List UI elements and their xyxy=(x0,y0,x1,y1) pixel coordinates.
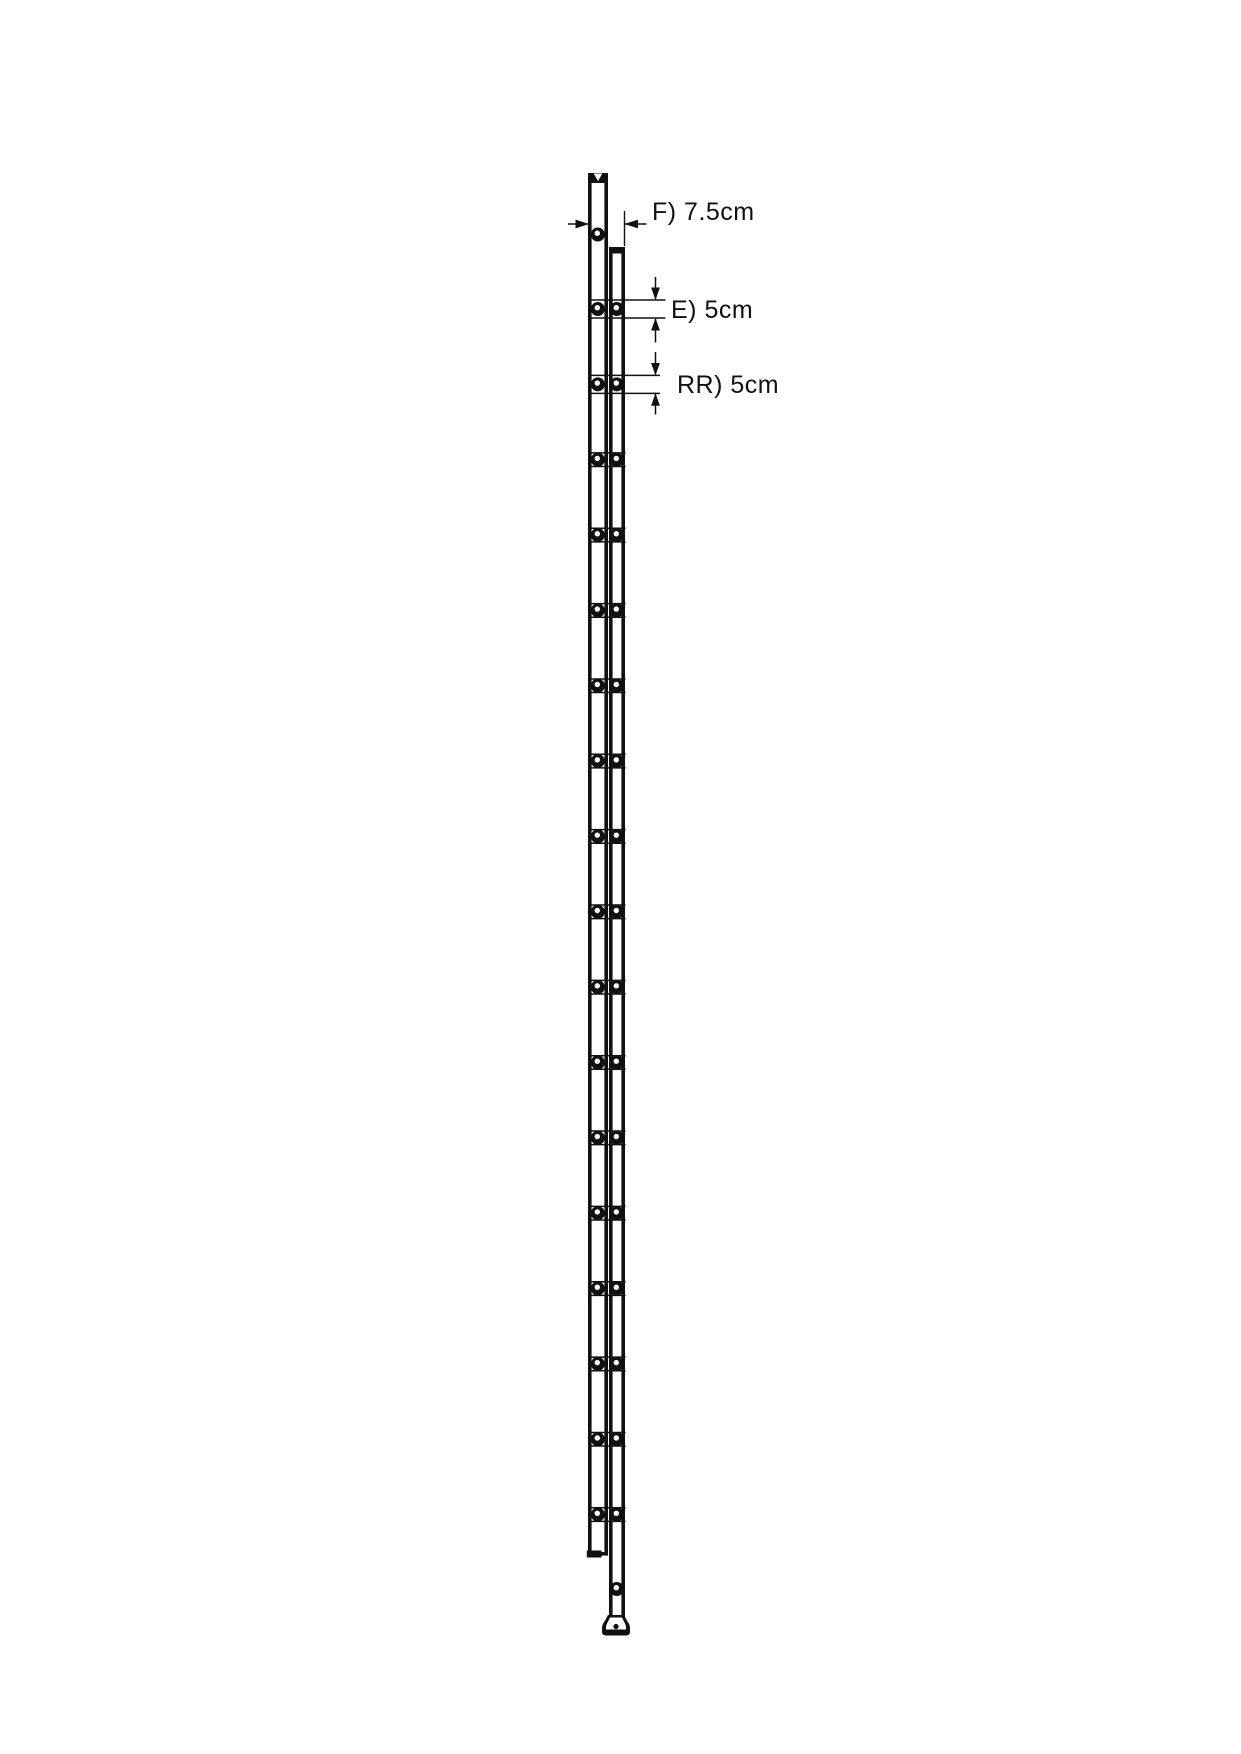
dim-e-arrow-down xyxy=(651,288,660,301)
eyelet-hole xyxy=(614,380,619,385)
left-pole-bottom-step xyxy=(587,1551,602,1558)
eyelet-hole xyxy=(595,231,600,236)
eyelet-hole xyxy=(595,1360,600,1365)
dim-rr-arrow-up xyxy=(651,393,660,405)
eyelet-hole xyxy=(595,1134,600,1139)
eyelet-hole xyxy=(595,908,600,913)
eyelet-hole xyxy=(614,1134,619,1139)
eyelet-hole xyxy=(595,757,600,762)
eyelet-hole xyxy=(614,1511,619,1516)
eyelet-hole xyxy=(595,983,600,988)
eyelet-hole xyxy=(595,305,600,310)
dim-f-arrow-right xyxy=(576,220,590,229)
eyelet-hole xyxy=(614,908,619,913)
eyelet-hole xyxy=(614,832,619,837)
pole-foot-pin xyxy=(613,1624,618,1629)
eyelet-hole xyxy=(595,531,600,536)
eyelet-hole xyxy=(595,1435,600,1440)
eyelet-hole xyxy=(614,1209,619,1214)
dim-rr-arrow-down xyxy=(651,363,660,375)
eyelet-hole xyxy=(614,1059,619,1064)
eyelet-hole xyxy=(614,456,619,461)
eyelet-hole xyxy=(614,1435,619,1440)
eyelet-hole xyxy=(595,380,600,385)
dim-f-arrow-left xyxy=(625,220,639,229)
eyelet-hole xyxy=(614,1285,619,1290)
eyelet-hole xyxy=(595,682,600,687)
dimension-label-e: E) 5cm xyxy=(671,296,754,324)
eyelet-hole xyxy=(595,832,600,837)
eyelet-hole xyxy=(595,456,600,461)
eyelet-hole xyxy=(595,1511,600,1516)
dimension-label-f: F) 7.5cm xyxy=(652,198,755,226)
dimension-label-rr: RR) 5cm xyxy=(677,371,780,399)
eyelet-hole xyxy=(595,606,600,611)
eyelet-hole xyxy=(614,983,619,988)
eyelet-hole xyxy=(595,1059,600,1064)
dim-e-arrow-up xyxy=(651,318,660,331)
eyelet-hole xyxy=(614,757,619,762)
eyelet-hole xyxy=(614,305,619,310)
eyelet-hole xyxy=(614,1585,619,1590)
eyelet-hole xyxy=(595,1285,600,1290)
eyelet-hole xyxy=(595,1209,600,1214)
eyelet-hole xyxy=(614,606,619,611)
eyelet-hole xyxy=(614,1360,619,1365)
eyelet-hole xyxy=(614,531,619,536)
right-pole-cap xyxy=(609,247,625,254)
eyelet-hole xyxy=(614,682,619,687)
